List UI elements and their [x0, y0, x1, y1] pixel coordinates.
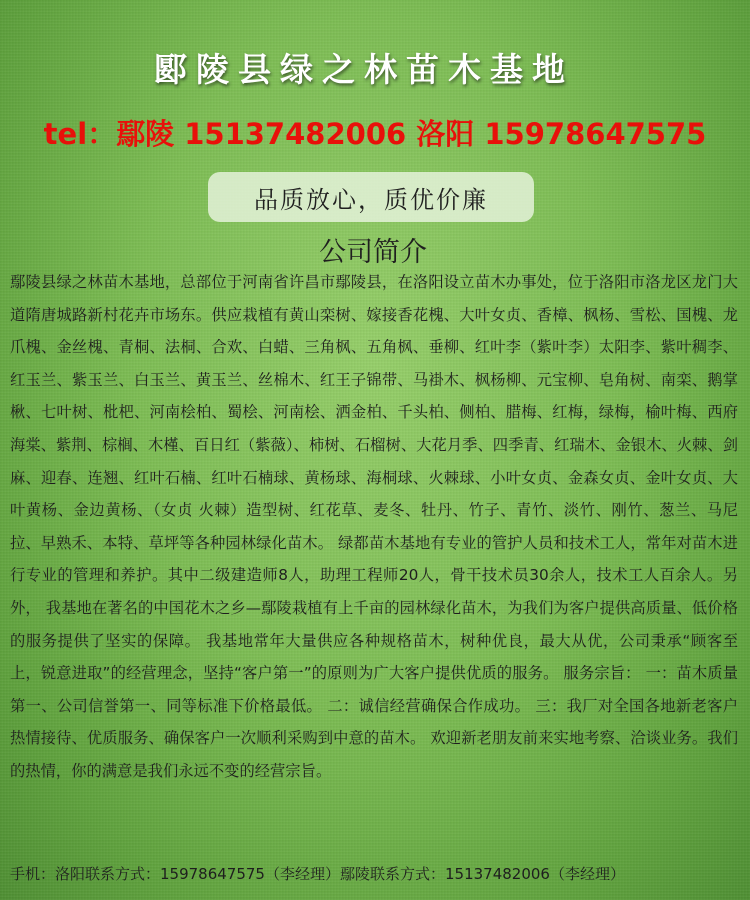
contact-line: 手机：洛阳联系方式：15978647575（李经理）鄢陵联系方式：15137482006（李经理） — [10, 865, 625, 883]
tel-line: tel：鄢陵 15137482006 洛阳 15978647575 — [43, 117, 707, 151]
company-intro-text: 鄢陵县绿之林苗木基地，总部位于河南省许昌市鄢陵县，在洛阳设立苗木办事处，位于洛阳市洛龙区龙门大道隋唐城路新村花卉市场东。供应栽植有黄山栾树、嫁接香花槐、大叶女贞、香樟、枫杨、雪松、国槐、龙爪槐、金丝槐、青桐、法桐、合欢、白蜡、三角枫、五角枫、垂柳、红叶李（紫叶李）太阳李、紫叶稠李、红玉兰、紫玉兰、白玉兰、黄玉兰、丝棉木、红王子锦带、马褂木、枫杨柳、元宝柳、皂角树、南栾、鹅掌楸、七叶树、枇杷、河南桧柏、蜀桧、河南桧、洒金柏、千头柏、侧柏、腊梅、红梅，绿梅，榆叶梅、西府海棠、紫荆、棕榈、木槿、百日红（紫薇）、柿树、石榴树、大花月季、四季青、红瑞木、金银木、火棘、剑麻、迎春、连翘、红叶石楠、红叶石楠球、黄杨球、海桐球、火棘球、小叶女贞、金森女贞、金叶女贞、大叶黄杨、金边黄杨、（女贞 火棘）造型树、红花草、麦冬、牡丹、竹子、青竹、淡竹、刚竹、葱兰、马尼拉、早熟禾、本特、草坪等各种园林绿化苗木。 绿都苗木基地有专业的管护人员和技术工人，常年对苗木进行专业的管理和养护。其中二级建造师8人，助理工程师20人，骨干技术员30余人，技术工人百余人。另外， 我基地在著名的中国花木之乡—鄢陵栽植有上千亩的园林绿化苗木，为我们为客户提供高质量、低价格的服务提供了坚实的保障。 我基地常年大量供应各种规格苗木，树种优良，最大从优，公司秉承“顾客至上，锐意进取”的经营理念，坚持“客户第一”的原则为广大客户提供优质的服务。 服务宗旨： 一：苗木质量第一、公司信誉第一、同等标准下价格最低。 二：诚信经营确保合作成功。 三：我厂对全国各地新老客户热情接待、优质服务、确保客户一次顺利采购到中意的苗木。 欢迎新老朋友前来实地考察、洽谈业务。我们的热情，你的满意是我们永远不变的经营宗旨。 — [10, 273, 738, 780]
section-title: 公司简介 — [319, 237, 427, 268]
slogan-text: 品质放心，质优价廉 — [254, 185, 488, 214]
page-title: 郾陵县绿之林苗木基地 — [154, 50, 574, 89]
slogan-box — [208, 172, 534, 222]
